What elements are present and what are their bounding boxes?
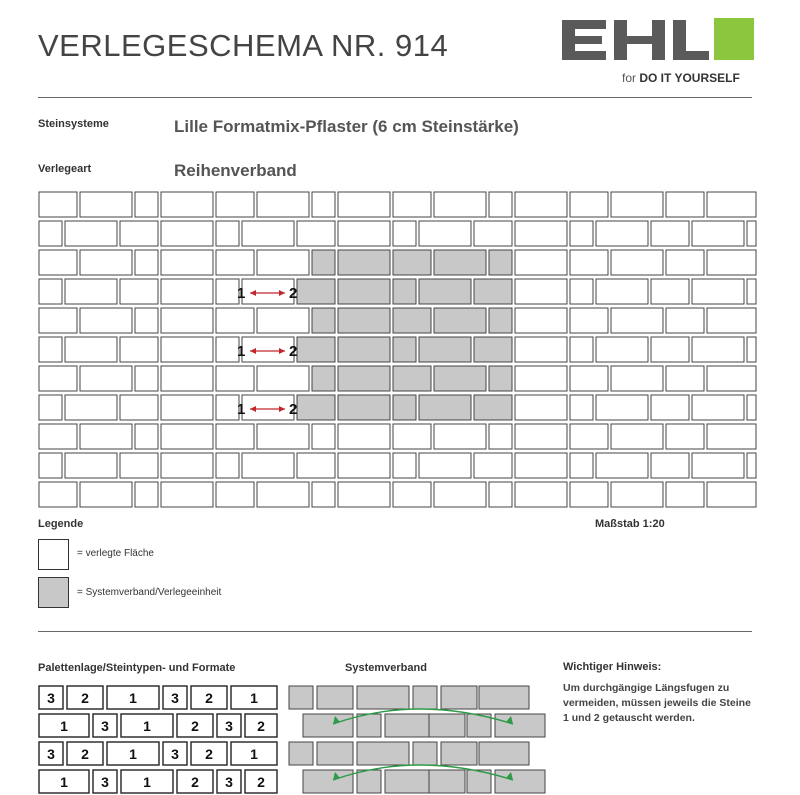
system-stone	[429, 714, 465, 737]
system-stone	[419, 337, 471, 362]
system-stone	[289, 686, 313, 709]
paving-stone	[39, 395, 62, 420]
logo-tagline-prefix: for	[622, 71, 640, 85]
swap-label-2: 2	[289, 401, 298, 418]
paving-stone	[216, 366, 254, 391]
paving-stone	[39, 279, 62, 304]
legend-text-system: = Systemverband/Verlegeeinheit	[77, 587, 222, 598]
paving-stone	[651, 395, 689, 420]
system-stone	[303, 714, 353, 737]
palette-stone-label: 1	[129, 746, 137, 762]
paving-stone	[393, 482, 431, 507]
paving-stone	[570, 366, 608, 391]
system-stone	[312, 250, 335, 275]
paving-stone	[596, 453, 648, 478]
verlegeart-value: Reihenverband	[174, 161, 297, 180]
paving-stone	[570, 279, 593, 304]
paving-stone	[135, 482, 158, 507]
paving-stone	[651, 453, 689, 478]
paving-stone	[692, 395, 744, 420]
swap-label-2: 2	[289, 343, 298, 360]
paving-stone	[489, 482, 512, 507]
paving-stone	[216, 250, 254, 275]
page-title: VERLEGESCHEMA NR. 914	[38, 28, 449, 63]
paving-stone	[474, 221, 512, 246]
system-stone	[413, 742, 437, 765]
system-stone	[393, 250, 431, 275]
paving-stone	[216, 221, 239, 246]
palette-layout	[38, 684, 278, 795]
palette-stone-label: 1	[143, 718, 151, 734]
swap-label-1: 1	[237, 285, 246, 302]
steinsysteme-label: Steinsysteme	[38, 118, 109, 130]
paving-stone	[257, 250, 309, 275]
paving-stone	[65, 395, 117, 420]
palette-stone-label: 2	[191, 718, 199, 734]
palette-stone-label: 3	[47, 746, 55, 762]
paving-stone	[707, 366, 756, 391]
paving-stone	[65, 279, 117, 304]
system-stone	[312, 308, 335, 333]
system-stone	[489, 308, 512, 333]
paving-stone	[135, 424, 158, 449]
paving-stone	[611, 366, 663, 391]
verlegeart-label: Verlegeart	[38, 163, 92, 175]
paving-stone	[596, 279, 648, 304]
system-stone	[495, 770, 545, 793]
paving-stone	[39, 482, 77, 507]
section-divider	[38, 631, 752, 632]
system-stone	[357, 714, 381, 737]
paving-stone	[257, 482, 309, 507]
paving-stone	[707, 482, 756, 507]
paving-stone	[216, 337, 239, 362]
palette-stone-label: 2	[205, 746, 213, 762]
paving-stone	[216, 192, 254, 217]
paving-stone	[570, 424, 608, 449]
paving-stone	[39, 250, 77, 275]
system-stone	[317, 686, 353, 709]
paving-stone	[161, 337, 213, 362]
legend-text-laid: = verlegte Fläche	[77, 548, 154, 559]
paving-stone	[515, 453, 567, 478]
swap-label-1: 1	[237, 343, 246, 360]
paving-stone	[161, 424, 213, 449]
palette-stone-label: 1	[60, 718, 68, 734]
paving-stone	[135, 366, 158, 391]
paving-stone	[515, 395, 567, 420]
steinsysteme-value: Lille Formatmix-Pflaster (6 cm Steinstärke)	[174, 117, 519, 136]
paving-stone	[515, 366, 567, 391]
legend-title: Legende	[38, 518, 84, 530]
system-stone	[419, 279, 471, 304]
paving-stone	[338, 424, 390, 449]
paving-stone	[161, 453, 213, 478]
system-stone	[393, 308, 431, 333]
paving-stone	[80, 308, 132, 333]
paving-stone	[489, 192, 512, 217]
header-divider	[38, 97, 752, 98]
paving-stone	[611, 192, 663, 217]
paving-stone	[257, 424, 309, 449]
paving-stone	[312, 482, 335, 507]
paving-stone	[338, 482, 390, 507]
paving-stone	[297, 453, 335, 478]
palette-stone-label: 2	[81, 690, 89, 706]
system-stone	[317, 742, 353, 765]
paving-stone	[611, 482, 663, 507]
paving-stone	[39, 424, 77, 449]
paving-stone	[257, 192, 309, 217]
paving-stone	[596, 337, 648, 362]
system-stone	[297, 395, 335, 420]
paving-stone	[570, 192, 608, 217]
paving-stone	[747, 395, 756, 420]
system-stone	[441, 742, 477, 765]
paving-stone	[419, 221, 471, 246]
paving-stone	[216, 308, 254, 333]
paving-stone	[120, 279, 158, 304]
paving-stone	[419, 453, 471, 478]
paving-stone	[80, 192, 132, 217]
paving-stone	[666, 308, 704, 333]
paving-stone	[747, 279, 756, 304]
palette-title: Palettenlage/Steintypen- und Formate	[38, 662, 236, 674]
palette-stone-label: 3	[47, 690, 55, 706]
system-stone	[289, 742, 313, 765]
paving-stone	[570, 308, 608, 333]
system-stone	[393, 366, 431, 391]
paving-stone	[515, 250, 567, 275]
paving-stone	[651, 337, 689, 362]
system-stone	[429, 770, 465, 793]
paving-stone	[216, 453, 239, 478]
paving-stone	[747, 337, 756, 362]
paving-stone	[297, 221, 335, 246]
paving-stone	[515, 482, 567, 507]
hint-title: Wichtiger Hinweis:	[563, 661, 662, 673]
paving-stone	[747, 453, 756, 478]
paving-stone	[161, 308, 213, 333]
paving-stone	[666, 424, 704, 449]
system-stone	[338, 308, 390, 333]
paving-stone	[65, 453, 117, 478]
system-stone	[357, 686, 409, 709]
paving-stone	[338, 221, 390, 246]
system-stone	[479, 742, 529, 765]
paving-stone	[39, 308, 77, 333]
system-stone	[441, 686, 477, 709]
paving-stone	[216, 424, 254, 449]
logo-tagline-bold: DO IT YOURSELF	[639, 71, 740, 85]
paving-stone	[161, 366, 213, 391]
paving-stone	[393, 453, 416, 478]
system-stone	[474, 337, 512, 362]
paving-stone	[393, 192, 431, 217]
paving-stone	[651, 279, 689, 304]
paving-stone	[39, 453, 62, 478]
system-stone	[479, 686, 529, 709]
paving-stone	[489, 424, 512, 449]
hint-text: Um durchgängige Längsfugen zu vermeiden, müssen jeweils die Steine 1 und 2 getauscht werden.	[563, 682, 751, 724]
palette-stone-label: 1	[250, 746, 258, 762]
system-stone	[434, 366, 486, 391]
paving-stone	[216, 482, 254, 507]
paving-stone	[474, 453, 512, 478]
palette-stone-label: 2	[81, 746, 89, 762]
system-bond-diagram	[288, 684, 548, 795]
paving-stone	[692, 279, 744, 304]
paving-stone	[257, 308, 309, 333]
palette-stone-label: 3	[101, 718, 109, 734]
system-stone	[357, 770, 381, 793]
paving-stone	[39, 366, 77, 391]
paving-stone	[216, 279, 239, 304]
paving-stone	[666, 250, 704, 275]
paving-stone	[161, 395, 213, 420]
system-stone	[357, 742, 409, 765]
paving-stone	[570, 453, 593, 478]
paving-stone	[135, 192, 158, 217]
paving-stone	[515, 424, 567, 449]
paving-stone	[80, 366, 132, 391]
paving-stone	[120, 395, 158, 420]
system-stone	[393, 279, 416, 304]
palette-stone-label: 2	[191, 774, 199, 790]
paving-stone	[39, 337, 62, 362]
paving-stone	[80, 424, 132, 449]
palette-stone-label: 3	[225, 774, 233, 790]
system-stone	[297, 337, 335, 362]
paving-stone	[596, 395, 648, 420]
paving-stone	[242, 395, 294, 420]
system-stone	[338, 279, 390, 304]
paving-stone	[242, 279, 294, 304]
paving-stone	[161, 250, 213, 275]
logo-tagline	[622, 71, 740, 85]
paving-stone	[39, 221, 62, 246]
paving-stone	[242, 337, 294, 362]
legend-swatch-system	[38, 577, 69, 608]
legend-swatch-laid	[38, 539, 69, 570]
palette-stone-label: 3	[171, 746, 179, 762]
paving-stone	[120, 337, 158, 362]
paving-stone	[120, 453, 158, 478]
paving-stone	[312, 424, 335, 449]
palette-stone-label: 1	[250, 690, 258, 706]
paving-stone	[692, 453, 744, 478]
paving-stone	[161, 482, 213, 507]
system-stone	[303, 770, 353, 793]
paving-stone	[707, 308, 756, 333]
paving-stone	[80, 250, 132, 275]
paving-stone	[611, 308, 663, 333]
palette-stone-label: 1	[143, 774, 151, 790]
system-stone	[413, 686, 437, 709]
paving-stone	[120, 221, 158, 246]
paving-stone	[666, 366, 704, 391]
system-stone	[474, 279, 512, 304]
paving-stone	[135, 308, 158, 333]
paving-stone	[338, 192, 390, 217]
paving-stone	[257, 366, 309, 391]
paving-stone	[65, 337, 117, 362]
paving-stone	[570, 250, 608, 275]
paving-stone	[692, 221, 744, 246]
paving-stone	[242, 221, 294, 246]
paving-stone	[39, 192, 77, 217]
paving-stone	[692, 337, 744, 362]
paving-stone	[338, 453, 390, 478]
system-stone	[338, 337, 390, 362]
paving-stone	[434, 482, 486, 507]
paving-stone	[747, 221, 756, 246]
paving-stone	[434, 424, 486, 449]
palette-stone-label: 2	[257, 774, 265, 790]
paving-stone	[707, 192, 756, 217]
paving-stone	[161, 279, 213, 304]
paving-stone	[515, 279, 567, 304]
palette-stone-label: 3	[171, 690, 179, 706]
system-stone	[312, 366, 335, 391]
system-stone	[489, 366, 512, 391]
system-stone	[338, 250, 390, 275]
swap-label-1: 1	[237, 401, 246, 418]
paving-stone	[666, 192, 704, 217]
paving-stone	[515, 308, 567, 333]
system-stone	[338, 395, 390, 420]
palette-stone-label: 2	[257, 718, 265, 734]
paving-stone	[65, 221, 117, 246]
paving-stone	[135, 250, 158, 275]
system-title: Systemverband	[345, 662, 427, 674]
palette-stone-label: 3	[225, 718, 233, 734]
swap-label-2: 2	[289, 285, 298, 302]
paving-stone	[666, 482, 704, 507]
paving-stone	[611, 424, 663, 449]
system-stone	[393, 337, 416, 362]
paving-stone	[570, 395, 593, 420]
paving-stone	[434, 192, 486, 217]
system-stone	[434, 308, 486, 333]
paving-stone	[393, 424, 431, 449]
system-stone	[393, 395, 416, 420]
system-stone	[419, 395, 471, 420]
paving-stone	[393, 221, 416, 246]
system-stone	[474, 395, 512, 420]
palette-stone-label: 3	[101, 774, 109, 790]
paving-stone	[707, 424, 756, 449]
system-stone	[495, 714, 545, 737]
system-stone	[338, 366, 390, 391]
paving-stone	[596, 221, 648, 246]
paving-stone	[515, 192, 567, 217]
paving-stone	[312, 192, 335, 217]
paving-stone	[570, 221, 593, 246]
paving-stone	[242, 453, 294, 478]
paving-stone	[570, 482, 608, 507]
paving-stone	[161, 192, 213, 217]
paving-stone	[611, 250, 663, 275]
paving-stone	[651, 221, 689, 246]
paving-stone	[80, 482, 132, 507]
palette-stone-label: 2	[205, 690, 213, 706]
system-stone	[489, 250, 512, 275]
paving-stone	[515, 337, 567, 362]
paving-stone	[161, 221, 213, 246]
palette-stone-label: 1	[60, 774, 68, 790]
scale-label: Maßstab 1:20	[595, 518, 665, 530]
system-stone	[297, 279, 335, 304]
paving-stone	[515, 221, 567, 246]
laying-pattern	[38, 190, 758, 508]
system-stone	[434, 250, 486, 275]
paving-stone	[216, 395, 239, 420]
paving-stone	[707, 250, 756, 275]
palette-stone-label: 1	[129, 690, 137, 706]
paving-stone	[570, 337, 593, 362]
